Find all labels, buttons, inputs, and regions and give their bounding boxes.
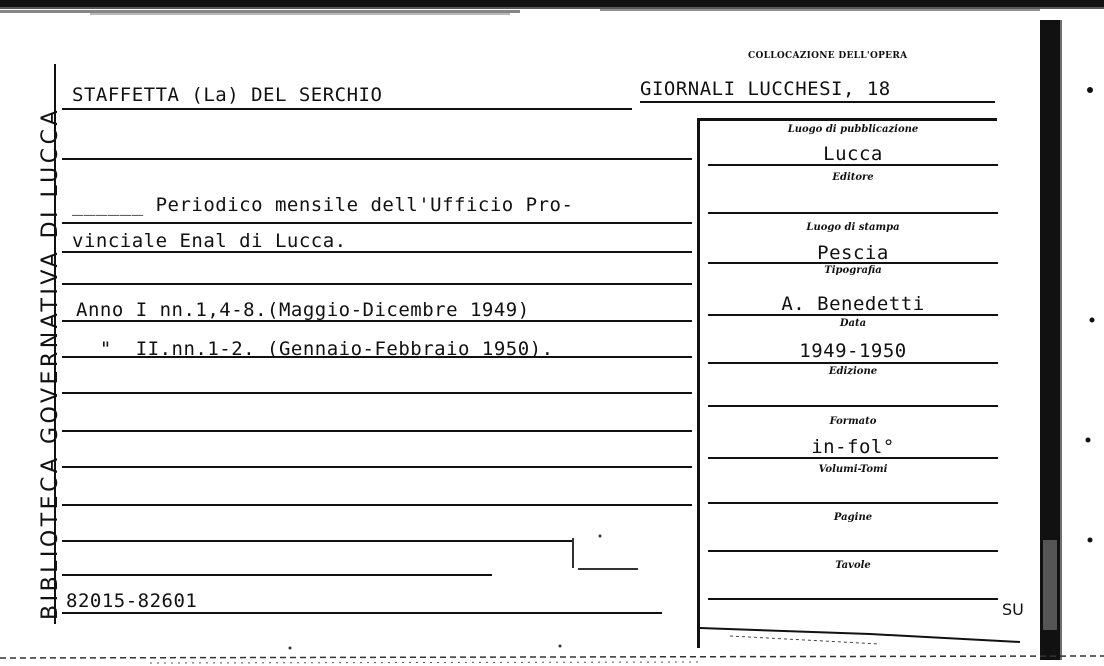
field-rule <box>708 502 998 504</box>
field-rule <box>708 262 998 264</box>
field-rule <box>708 405 998 407</box>
field-value-data: 1949-1950 <box>799 340 907 362</box>
scan-marks <box>570 530 650 580</box>
field-label-data: Data <box>839 318 867 329</box>
margin-note: SU <box>1002 600 1024 619</box>
field-label-tipografia: Tipografia <box>824 265 882 276</box>
ruled-line <box>62 283 692 285</box>
field-label-editore: Editore <box>832 172 874 183</box>
collocation-header: COLLOCAZIONE DELL'OPERA <box>748 51 908 61</box>
field-label-luogo-pubblicazione: Luogo di pubblicazione <box>787 124 919 135</box>
ruled-line <box>62 430 692 432</box>
field-label-tavole: Tavole <box>835 560 871 571</box>
holdings-line-1: Anno I nn.1,4-8.(Maggio-Dicembre 1949) <box>76 299 530 321</box>
ruled-line <box>62 158 692 160</box>
title-rule <box>62 108 632 110</box>
field-label-formato: Formato <box>829 416 877 427</box>
field-rule <box>708 362 998 364</box>
inventory-numbers: 82015-82601 <box>66 590 198 612</box>
field-value-luogo-stampa: Pescia <box>817 242 889 264</box>
ruled-line <box>62 612 662 614</box>
field-label-edizione: Edizione <box>828 366 878 377</box>
field-rule <box>708 212 998 214</box>
field-rule <box>708 314 998 316</box>
description-line-2: vinciale Enal di Lucca. <box>72 230 347 252</box>
field-rule <box>708 550 998 552</box>
field-value-tipografia: A. Benedetti <box>781 293 925 315</box>
ruled-line <box>62 222 692 224</box>
collocation-rule <box>640 101 995 103</box>
ruled-line <box>62 392 692 394</box>
field-rule <box>708 164 998 166</box>
left-margin-rule <box>54 64 56 624</box>
card-title: STAFFETTA (La) DEL SERCHIO <box>72 84 383 106</box>
field-label-pagine: Pagine <box>833 512 873 523</box>
field-box-top-rule <box>697 118 997 121</box>
ruled-line <box>62 504 692 506</box>
field-rule <box>708 457 998 459</box>
ruled-line <box>62 466 692 468</box>
field-label-luogo-stampa: Luogo di stampa <box>806 222 900 233</box>
collocation-value: GIORNALI LUCCHESI, 18 <box>640 78 891 100</box>
description-line-1: ______ Periodico mensile dell'Ufficio Pro- <box>72 194 574 216</box>
field-value-formato: in-fol° <box>811 436 895 458</box>
library-name: BIBLIOTECA GOVERNATIVA DI LUCCA <box>38 106 63 620</box>
holdings-line-2: " II.nn.1-2. (Gennaio-Febbraio 1950). <box>76 338 554 360</box>
scan-noise-top <box>0 0 1104 18</box>
ruled-line <box>62 574 492 576</box>
scan-edge-right <box>1040 20 1104 660</box>
field-box-left-rule <box>697 118 700 648</box>
field-value-luogo-pubblicazione: Lucca <box>823 143 883 165</box>
field-label-volumi-tomi: Volumi-Tomi <box>818 464 888 475</box>
scan-noise-bottom <box>0 636 1104 666</box>
field-rule <box>708 598 998 600</box>
ruled-line <box>62 540 572 542</box>
